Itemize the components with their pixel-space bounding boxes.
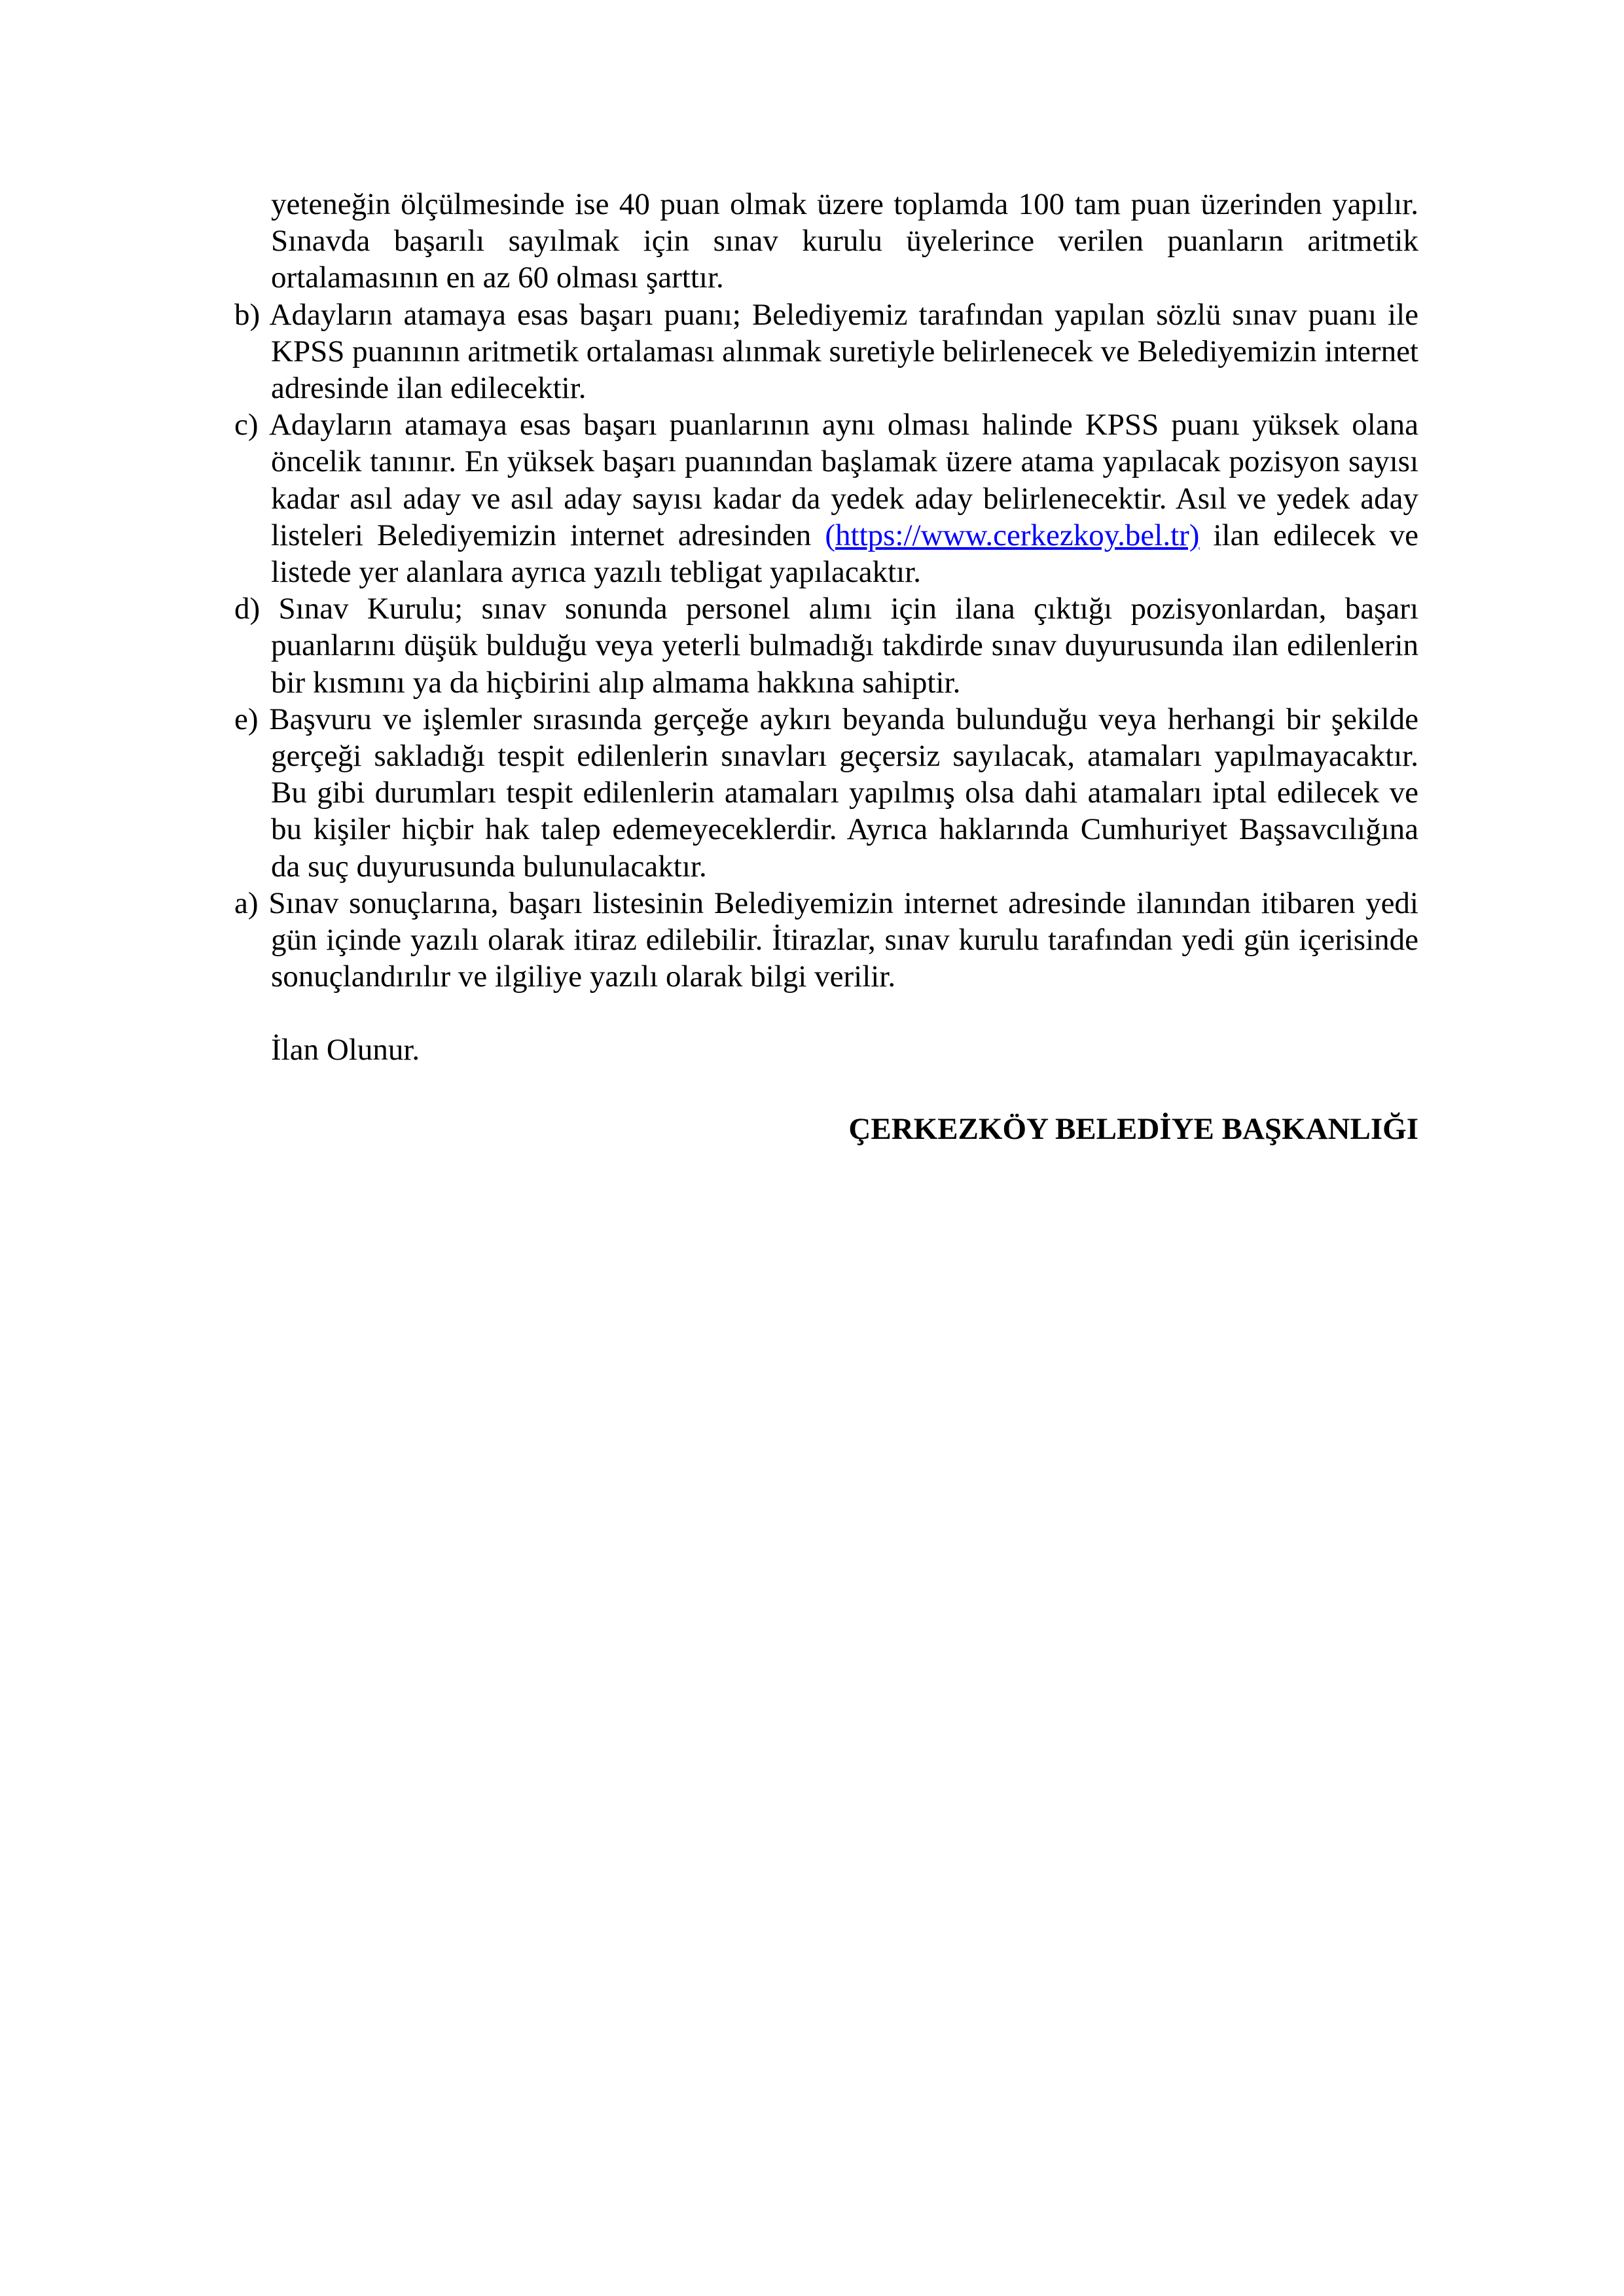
link-open-paren: ( [825,518,836,552]
signature-heading: ÇERKEZKÖY BELEDİYE BAŞKANLIĞI [848,1111,1418,1146]
list-item-e-text: Başvuru ve işlemler sırasında gerçeğe aykırı beyanda bulunduğu veya herhangi bir şekilde gerçeği sakladığı tespit edilenlerin sınavları geçersiz sayılacak, atamaları yapılmayacaktır. Bu gibi durumları tespit edilenlerin atamaları yapılmış olsa dahi atamaları iptal edilecek ve bu kişiler hiçbir hak talep edemeyeceklerdir. Ayrıca haklarında Cumhuriyet Başsavcılığına da suç duyurusunda bulunulacaktır. [269,702,1418,884]
list-item-b-text: Adayların atamaya esas başarı puanı; Belediyemiz tarafından yapılan sözlü sınav puanı ile KPSS puanının aritmetik ortalaması alınmak suretiyle belirlenecek ve Belediyemizin internet adresinde ilan edilecektir. [269,297,1419,406]
list-item-c [234,406,1418,590]
list-marker-e: e) [234,702,270,736]
list-item-c-text-after-link: ilan edilecek ve listede yer alanlara ayrıca yazılı tebligat yapılacaktır. [271,518,1418,590]
closing-line: İlan Olunur. [271,1033,420,1067]
list-item-e [234,701,1418,885]
cerkezkoy-website-link[interactable]: https://www.cerkezkoy.bel.tr) [835,518,1200,552]
list-marker-a: a) [234,886,269,920]
list-marker-b: b) [234,297,270,332]
list-item-d-text: Sınav Kurulu; sınav sonunda personel alımı için ilana çıktığı pozisyonlardan, başarı puanlarını düşük bulduğu veya yeterli bulmadığı takdirde sınav duyurusunda ilan edilenlerin bir kısmını ya da hiçbirini alıp almama hakkına sahiptir. [271,592,1419,700]
document-body [234,186,1418,1147]
list-item-a [234,885,1418,996]
list-marker-c: c) [234,408,270,442]
list-item-a-text: Sınav sonuçlarına, başarı listesinin Belediyemizin internet adresinde ilanından itibaren yedi gün içinde yazılı olarak itiraz edilebilir. İtirazlar, sınav kurulu tarafından yedi gün içerisinde sonuçlandırılır ve ilgiliye yazılı olarak bilgi verilir. [268,886,1418,994]
list-item-d [234,590,1418,701]
list-marker-d: d) [234,592,279,626]
list-item-c-text-before-link: Adayların atamaya esas başarı puanlarının aynı olması halinde KPSS puanı yüksek olana öncelik tanınır. En yüksek başarı puanından başlamak üzere atama yapılacak pozisyon sayısı kadar asıl aday ve asıl aday sayısı kadar da yedek aday belirlenecektir. Asıl ve yedek aday listeleri Belediyemizin internet adresinden [269,408,1418,552]
list-item-b [234,296,1418,407]
intro-paragraph: yeteneğin ölçülmesinde ise 40 puan olmak üzere toplamda 100 tam puan üzerinden yapılır. Sınavda başarılı sayılmak için sınav kurulu üyelerince verilen puanların aritmetik ortalamasının en az 60 olması şarttır. [271,187,1418,295]
